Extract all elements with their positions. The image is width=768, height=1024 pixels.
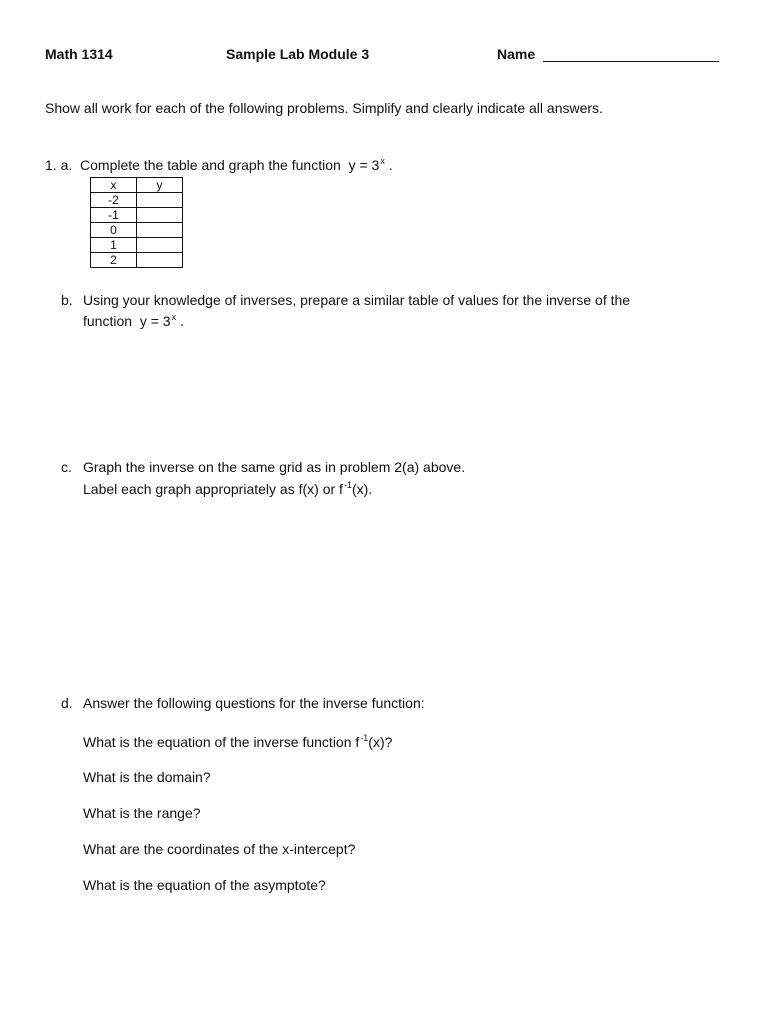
table-cell-y bbox=[137, 253, 183, 268]
table-cell-y bbox=[137, 193, 183, 208]
table-row bbox=[91, 223, 183, 238]
table-header-row bbox=[91, 178, 183, 193]
problem-1d-intro: Answer the following questions for the inverse function: bbox=[83, 695, 425, 711]
table-header-x: x bbox=[91, 178, 137, 193]
problem-1b-line1: Using your knowledge of inverses, prepare a similar table of values for the inverse of the bbox=[83, 292, 631, 308]
table-cell-x: 1 bbox=[91, 238, 137, 253]
name-field bbox=[497, 46, 719, 62]
table-cell-x: 2 bbox=[91, 253, 137, 268]
table-cell-x: 0 bbox=[91, 223, 137, 238]
problem-1c-marker: c. bbox=[61, 459, 72, 475]
module-title: Sample Lab Module 3 bbox=[226, 46, 370, 62]
name-label: Name bbox=[497, 46, 536, 62]
problem-1a-function: $y = 3^x$ . bbox=[348, 156, 393, 173]
instructions: Show all work for each of the following problems. Simplify and clearly indicate all answers. bbox=[45, 100, 603, 116]
table-header-y: y bbox=[137, 178, 183, 193]
table-cell-x: -2 bbox=[91, 193, 137, 208]
table-row bbox=[91, 208, 183, 223]
problem-1a bbox=[45, 157, 393, 173]
problem-1d-marker: d. bbox=[61, 695, 73, 711]
question-asymptote: What is the equation of the asymptote? bbox=[83, 877, 326, 893]
problem-1b-function: $y = 3^x$ . bbox=[139, 312, 184, 329]
question-inverse-equation: What is the equation of the inverse function $f^{-1}(x)$? bbox=[83, 733, 393, 750]
table-cell-x: -1 bbox=[91, 208, 137, 223]
question-domain: What is the domain? bbox=[83, 769, 211, 785]
problem-1b-line2 bbox=[83, 313, 184, 329]
problem-1a-marker: 1. a. bbox=[45, 157, 73, 173]
course-title: Math 1314 bbox=[45, 46, 113, 62]
question-x-intercept: What are the coordinates of the x-intercept? bbox=[83, 841, 356, 857]
problem-1c-line2: Label each graph appropriately as f(x) or $f^{-1}(x)$. bbox=[83, 480, 373, 497]
question-range: What is the range? bbox=[83, 805, 201, 821]
problem-1c-line1: Graph the inverse on the same grid as in problem 2(a) above. bbox=[83, 459, 466, 475]
table-cell-y bbox=[137, 223, 183, 238]
table-row bbox=[91, 238, 183, 253]
table-row bbox=[91, 253, 183, 268]
problem-1b-text: function bbox=[83, 313, 133, 329]
values-table bbox=[90, 177, 183, 268]
table-cell-y bbox=[137, 238, 183, 253]
table-row bbox=[91, 193, 183, 208]
table-cell-y bbox=[137, 208, 183, 223]
name-blank-line bbox=[543, 46, 719, 62]
problem-1b-marker: b. bbox=[61, 292, 73, 308]
problem-1a-text: Complete the table and graph the function bbox=[80, 157, 341, 173]
